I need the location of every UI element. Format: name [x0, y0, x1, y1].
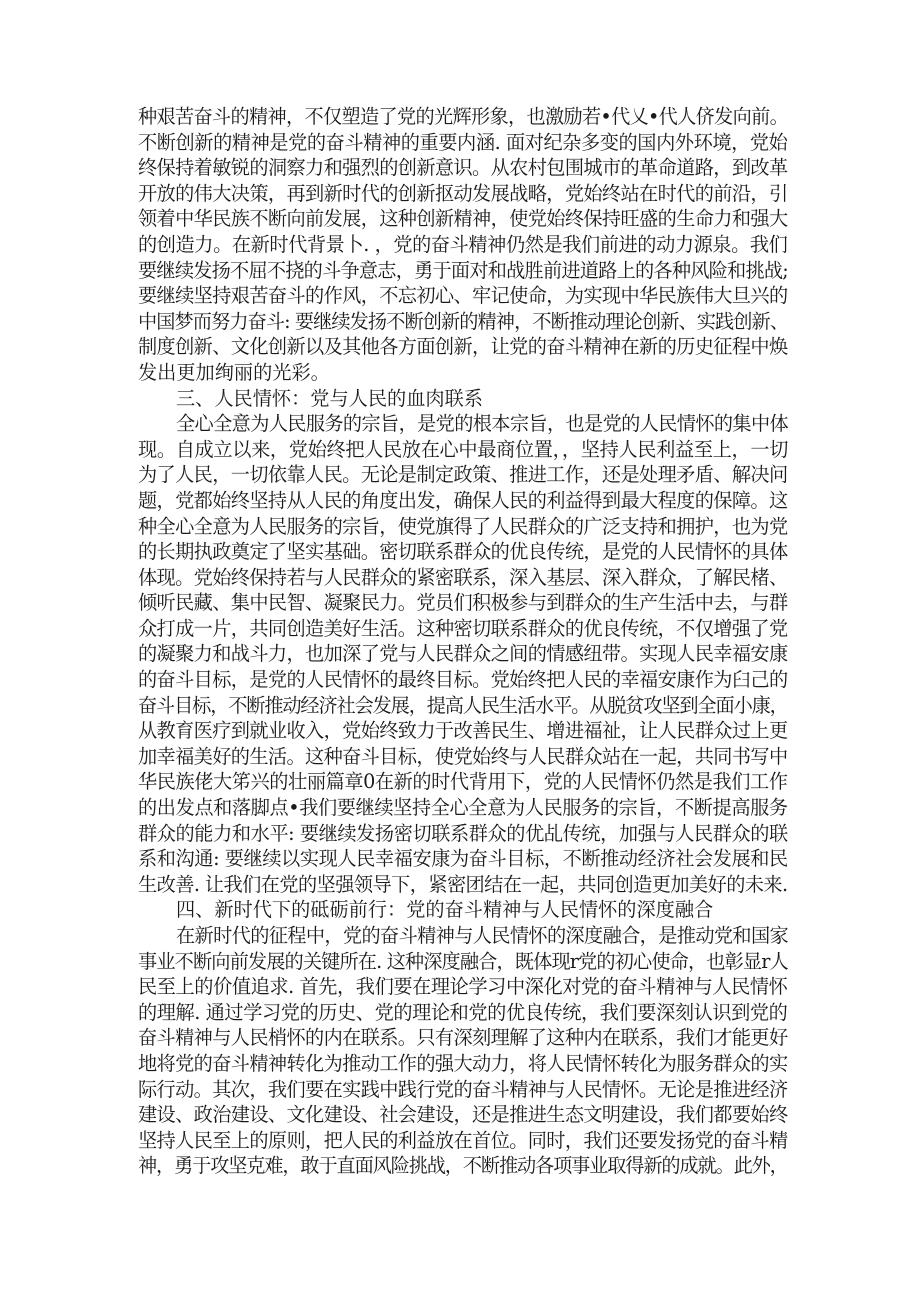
- paragraph-line: 神，勇于攻坚克难，敢于直面风险挑战，不断推动各项事业取得新的成就。此外，: [138, 1154, 788, 1178]
- paragraph-line: 制度创新、文化创新以及其他各方面创新，让党的奋斗精神在新的历史征程中焕: [138, 335, 788, 359]
- heading-text: 三、人民情怀：党与人民的血肉联系: [176, 386, 483, 410]
- paragraph-line: 种全心全意为人民服务的宗旨，使党旗得了人民群众的广泛支持和拥护，也为党: [138, 514, 788, 538]
- heading-text: 四、新时代下的砥砺前行：党的奋斗精神与人民情怀的深度融合: [176, 898, 714, 922]
- paragraph-line: 终保持着敏锐的洞察力和强烈的创新意识。从农村包围城市的革命道路，到改革: [138, 156, 788, 180]
- document-page: [138, 104, 788, 1179]
- paragraph-line: 领着中华民族不断向前发展，这种创新精神，使党始终保持旺盛的生命力和强大: [138, 207, 788, 231]
- paragraph-line: 倾听民藏、集中民智、凝聚民力。党员们积极参与到群众的生产生活中去，与群: [138, 591, 788, 615]
- paragraph-line: 的凝聚力和战斗力，也加深了党与人民群众之间的情感纽带。实现人民幸福安康: [138, 642, 788, 666]
- paragraph-line: 群众的能力和水平: 要继续发扬密切联系群众的优乩传统，加强与人民群众的联: [138, 821, 788, 845]
- paragraph-line: 加幸福美好的生活。这种奋斗目标，使党始终与人民群众站在一起，共同书写中: [138, 744, 788, 768]
- paragraph-line: 全心全意为人民服务的宗旨，是党的根本宗旨，也是党的人民情怀的集中体: [176, 412, 789, 436]
- paragraph-line: 的理解. 通过学习党的历史、党的理论和党的优良传统，我们要深刻认识到党的: [138, 1000, 788, 1024]
- paragraph-line: 坚持人民至上的原则，把人民的利益放在首位。同时，我们还要发扬党的奋斗精: [138, 1128, 788, 1152]
- paragraph-line: 的长期执政奠定了坚实基础。密切联系群众的优良传统，是党的人民情怀的具体: [138, 540, 788, 564]
- paragraph-line: 的出发点和落脚点•我们要继续坚持全心全意为人民服务的宗旨，不断提高服务: [138, 796, 788, 820]
- section-heading: [138, 386, 788, 412]
- paragraph-line: 种艰苦奋斗的精神，不仅塑造了党的光辉形象，也激励若•代乂•代人侪发向前。: [138, 105, 789, 128]
- paragraph-line: 建设、政治建设、文化建设、社会建设，还是推进生态文明建设，我们都要始终: [138, 1103, 788, 1127]
- body-paragraph: [138, 411, 788, 897]
- paragraph-line: 题，党都始终坚持从人民的角度出发，确保人民的利益得到最大程度的保障。这: [138, 488, 788, 512]
- paragraph-line: 要继续坚持艰苦奋斗的作风，不忘初心、牢记使命，为实现中华民族伟大旦兴的: [138, 284, 788, 308]
- paragraph-line: 奋斗精神与人民梢怀的内在联系。只有深刻理解了这种内在联系，我们才能更好: [138, 1026, 788, 1050]
- paragraph-line: 民至上的价值追求. 首先，我们要在理论学习中深化对党的奋斗精神与人民情怀: [138, 975, 788, 999]
- paragraph-line: 华民族佬大笫兴的壮丽篇章0在新的时代背用下，党的人民情怀仍然是我们工作: [138, 770, 788, 794]
- paragraph-line: 中国梦而努力奋斗: 要继续发扬不断创新的精神，不断推动理论创新、实践创新、: [138, 309, 789, 333]
- paragraph-line: 的奋斗目标，是党的人民情怀的最终目标。党始终把人民的幸福安康作为臼己的: [138, 668, 788, 692]
- paragraph-line: 生改善. 让我们在党的坚强领导下，紧密团结在一起，共同创造更加美好的未来.: [138, 872, 788, 896]
- paragraph-line: 现。自成立以来，党始终把人民放在心中最商位置，，坚持人民利益至上，一切: [138, 437, 789, 461]
- paragraph-line: 从教育医疗到就业收入，党始终致力于改善民生、增进福祉，让人民群众过上更: [138, 719, 788, 743]
- paragraph-line: 的创造力。在新时代背景卜. ，党的奋斗精神仍然是我们前进的动力源泉。我们: [138, 232, 788, 256]
- paragraph-line: 开放的伟大决策，再到新时代的创新抠动发展战略，党始终站在时代的前沿，引: [138, 181, 788, 205]
- paragraph-line: 在新时代的征程中，党的奋斗精神与人民情怀的深度融合，是推动党和国家: [176, 924, 789, 947]
- paragraph-line: 系和沟通: 要继续以实现人民幸福安康为奋斗目标，不断推动经济社会发展和民: [138, 847, 788, 871]
- paragraph-line: 地将党的奋斗精神转化为推动工作的强大动力，将人民情怀转化为服务群众的实: [138, 1051, 788, 1075]
- paragraph-line: 奋斗目标，不断推动经济社会发展，提高人民生活水平。从脱贫攻坚到全面小康，: [138, 693, 788, 717]
- paragraph-line: 不断创新的精神是党的奋斗精神的重要内涵. 面对纪杂多变的国内外环境，党始: [138, 130, 788, 154]
- paragraph-line: 体现。党始终保持若与人民群众的紧密联系，深入基层、深入群众，了解民楮、: [138, 565, 788, 589]
- paragraph-line: 事业不断向前发展的关键所在. 这种深度融合，既体现r党的初心使命，也彰显r人: [138, 949, 788, 973]
- paragraph-line: 要继续发扬不屈不挠的斗争意志，勇于面对和战胜前进道路上的各种风险和挑战;: [138, 258, 788, 282]
- paragraph-line: 际行动。其次，我们要在实践中践行党的奋斗精神与人民情怀。无论是推进经济: [138, 1077, 788, 1101]
- body-paragraph: [138, 104, 788, 386]
- paragraph-line: 众打成一片，共同创造美好生活。这种密切联系群众的优良传统，不仅增强了党: [138, 616, 788, 640]
- section-heading: [138, 897, 788, 923]
- paragraph-line: 发出更加绚丽的光彩。: [138, 360, 330, 384]
- paragraph-line: 为了人民，一切依靠人民。无论是制定政策、推进工作，还是处理矛盾、解决问: [138, 463, 788, 487]
- body-paragraph: [138, 923, 788, 1179]
